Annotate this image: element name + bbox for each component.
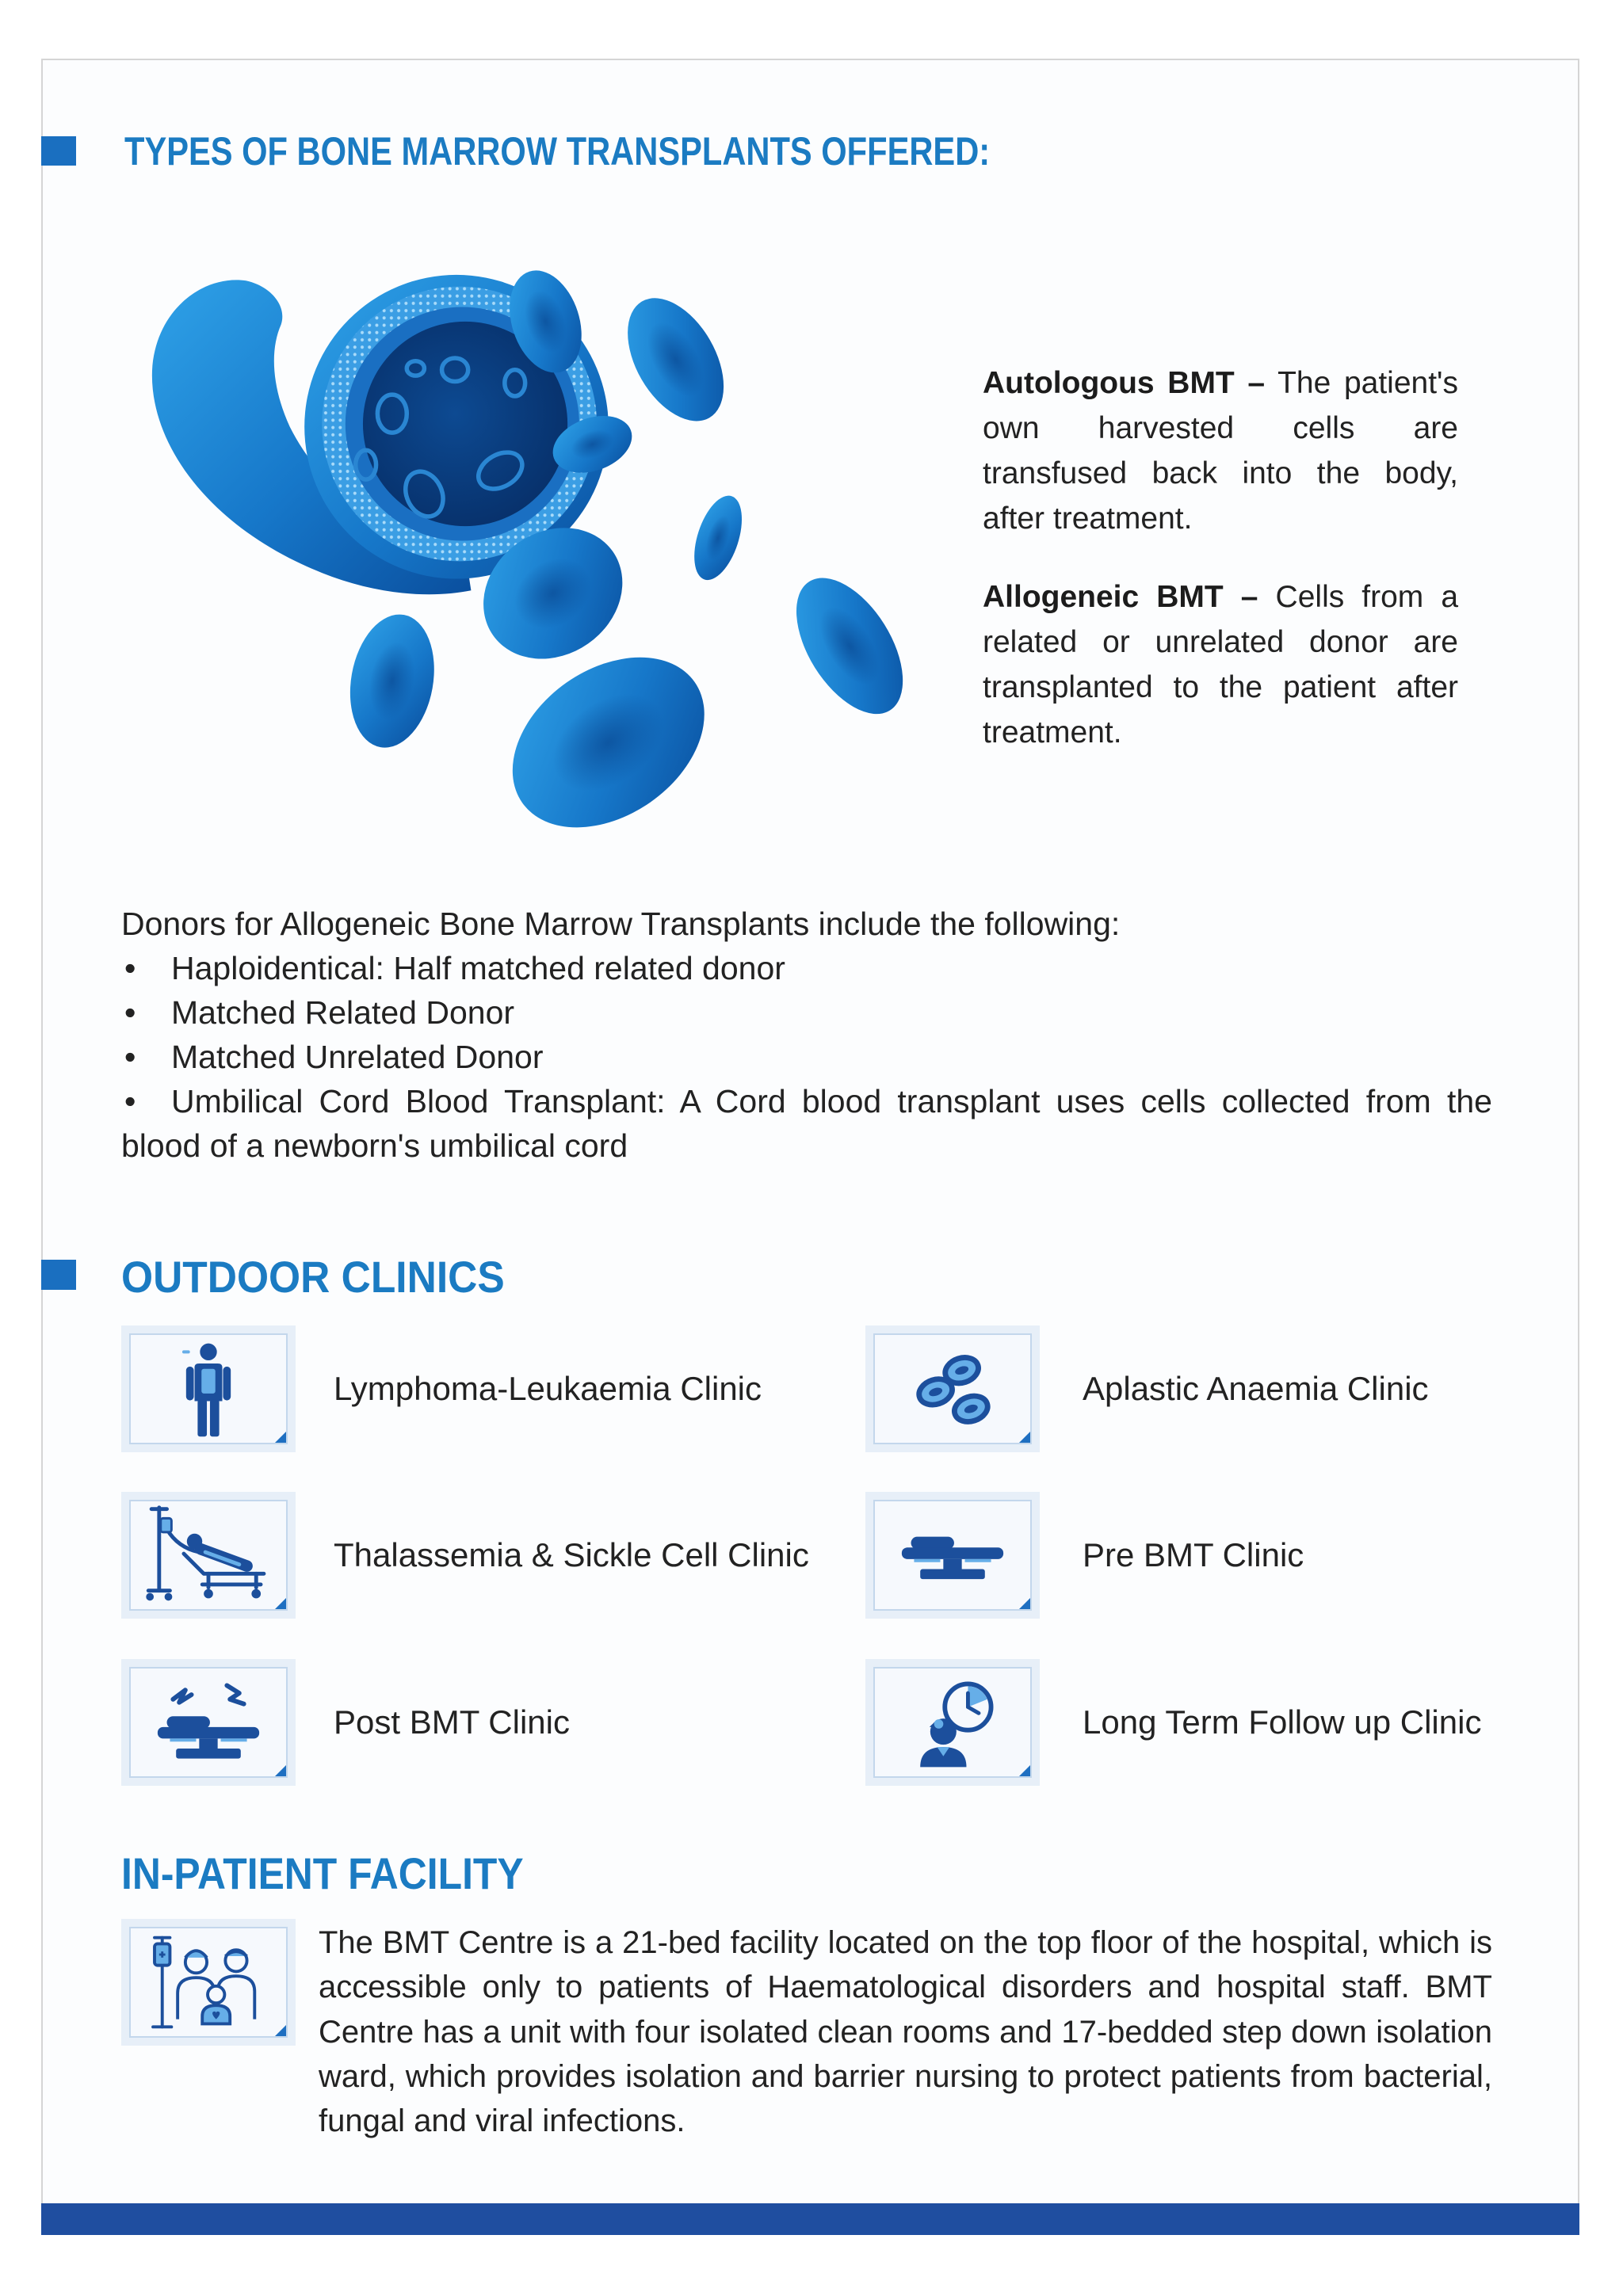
clinic-label: Post BMT Clinic	[334, 1703, 570, 1741]
clinic-item-post-bmt	[121, 1659, 570, 1786]
list-item: • Haploidentical: Half matched related donor	[121, 946, 1492, 990]
person-icon	[131, 1335, 286, 1443]
clinic-label: Thalassemia & Sickle Cell Clinic	[334, 1536, 809, 1573]
clinic-label: Pre BMT Clinic	[1083, 1536, 1304, 1573]
donors-list	[121, 946, 1492, 1168]
blood-cell	[685, 490, 750, 585]
clinic-icon-box	[865, 1492, 1040, 1619]
clinic-label: Lymphoma-Leukaemia Clinic	[334, 1370, 762, 1407]
donors-block	[121, 902, 1492, 1168]
blood-cell	[480, 622, 736, 848]
clinic-icon-box	[121, 1325, 296, 1452]
doctor-clock-icon	[875, 1669, 1030, 1776]
autologous-bmt-text: The patient's own harvested cells are transfused back into the body, after treatment.	[983, 366, 1458, 536]
clinic-item-thalassemia-sickle-cell	[121, 1492, 809, 1619]
clinic-label: Long Term Follow up Clinic	[1083, 1703, 1482, 1741]
blood-cell	[774, 560, 907, 732]
allogeneic-bmt-term: Allogeneic BMT –	[983, 580, 1258, 614]
blood-cells-icon	[875, 1335, 1030, 1443]
list-item: • Matched Related Donor	[121, 990, 1492, 1035]
bone-marrow-cells-illustration	[147, 263, 907, 848]
blood-cell	[340, 608, 444, 754]
outdoor-clinics-heading: OUTDOOR CLINICS	[121, 1252, 505, 1302]
patient-bed-iv-icon	[131, 1501, 286, 1609]
allogeneic-bmt-text: Cells from a related or unrelated donor are transplanted to the patient after treatment.	[983, 580, 1459, 749]
blood-cell	[608, 282, 743, 438]
inpatient-icon-box	[121, 1919, 296, 2046]
list-item: • Matched Unrelated Donor	[121, 1035, 1492, 1079]
clinic-icon-box	[121, 1492, 296, 1619]
section-marker	[41, 136, 76, 166]
clinic-item-lymphoma-leukaemia	[121, 1325, 762, 1452]
clinic-item-long-term-follow-up	[865, 1659, 1481, 1786]
transplants-heading: TYPES OF BONE MARROW TRANSPLANTS OFFERED:	[124, 129, 991, 174]
procedure-bed-icon	[875, 1501, 1030, 1609]
inpatient-heading: IN-PATIENT FACILITY	[121, 1848, 524, 1898]
clinic-label: Aplastic Anaemia Clinic	[1083, 1370, 1429, 1407]
autologous-bmt-term: Autologous BMT –	[983, 366, 1266, 400]
clinic-icon-box	[865, 1659, 1040, 1786]
donors-intro: Donors for Allogeneic Bone Marrow Transplants include the following:	[121, 906, 1121, 942]
clinic-item-pre-bmt	[865, 1492, 1304, 1619]
clinic-item-aplastic-anaemia	[865, 1325, 1429, 1452]
clinic-icon-box	[865, 1325, 1040, 1452]
procedure-bed-recovery-icon	[131, 1669, 286, 1776]
list-item: • Umbilical Cord Blood Transplant: A Cord blood transplant uses cells collected from the blood of a newborn's umbilical cord	[121, 1079, 1492, 1168]
inpatient-description: The BMT Centre is a 21-bed facility located on the top floor of the hospital, which is accessible only to patients of Haematological disorders and hospital staff. BMT Centre has a unit with four isolated clean rooms and 17-bedded step down isolation ward, which provides isolation and barrier nursing to protect patients from bacterial, fungal and viral infections.	[319, 1925, 1492, 2139]
allogeneic-bmt-description	[983, 574, 1458, 755]
autologous-bmt-description	[983, 360, 1458, 541]
section-marker	[41, 1260, 76, 1290]
footer-bar	[41, 2203, 1579, 2235]
hospital-ward-icon	[131, 1928, 286, 2036]
clinic-icon-box	[121, 1659, 296, 1786]
